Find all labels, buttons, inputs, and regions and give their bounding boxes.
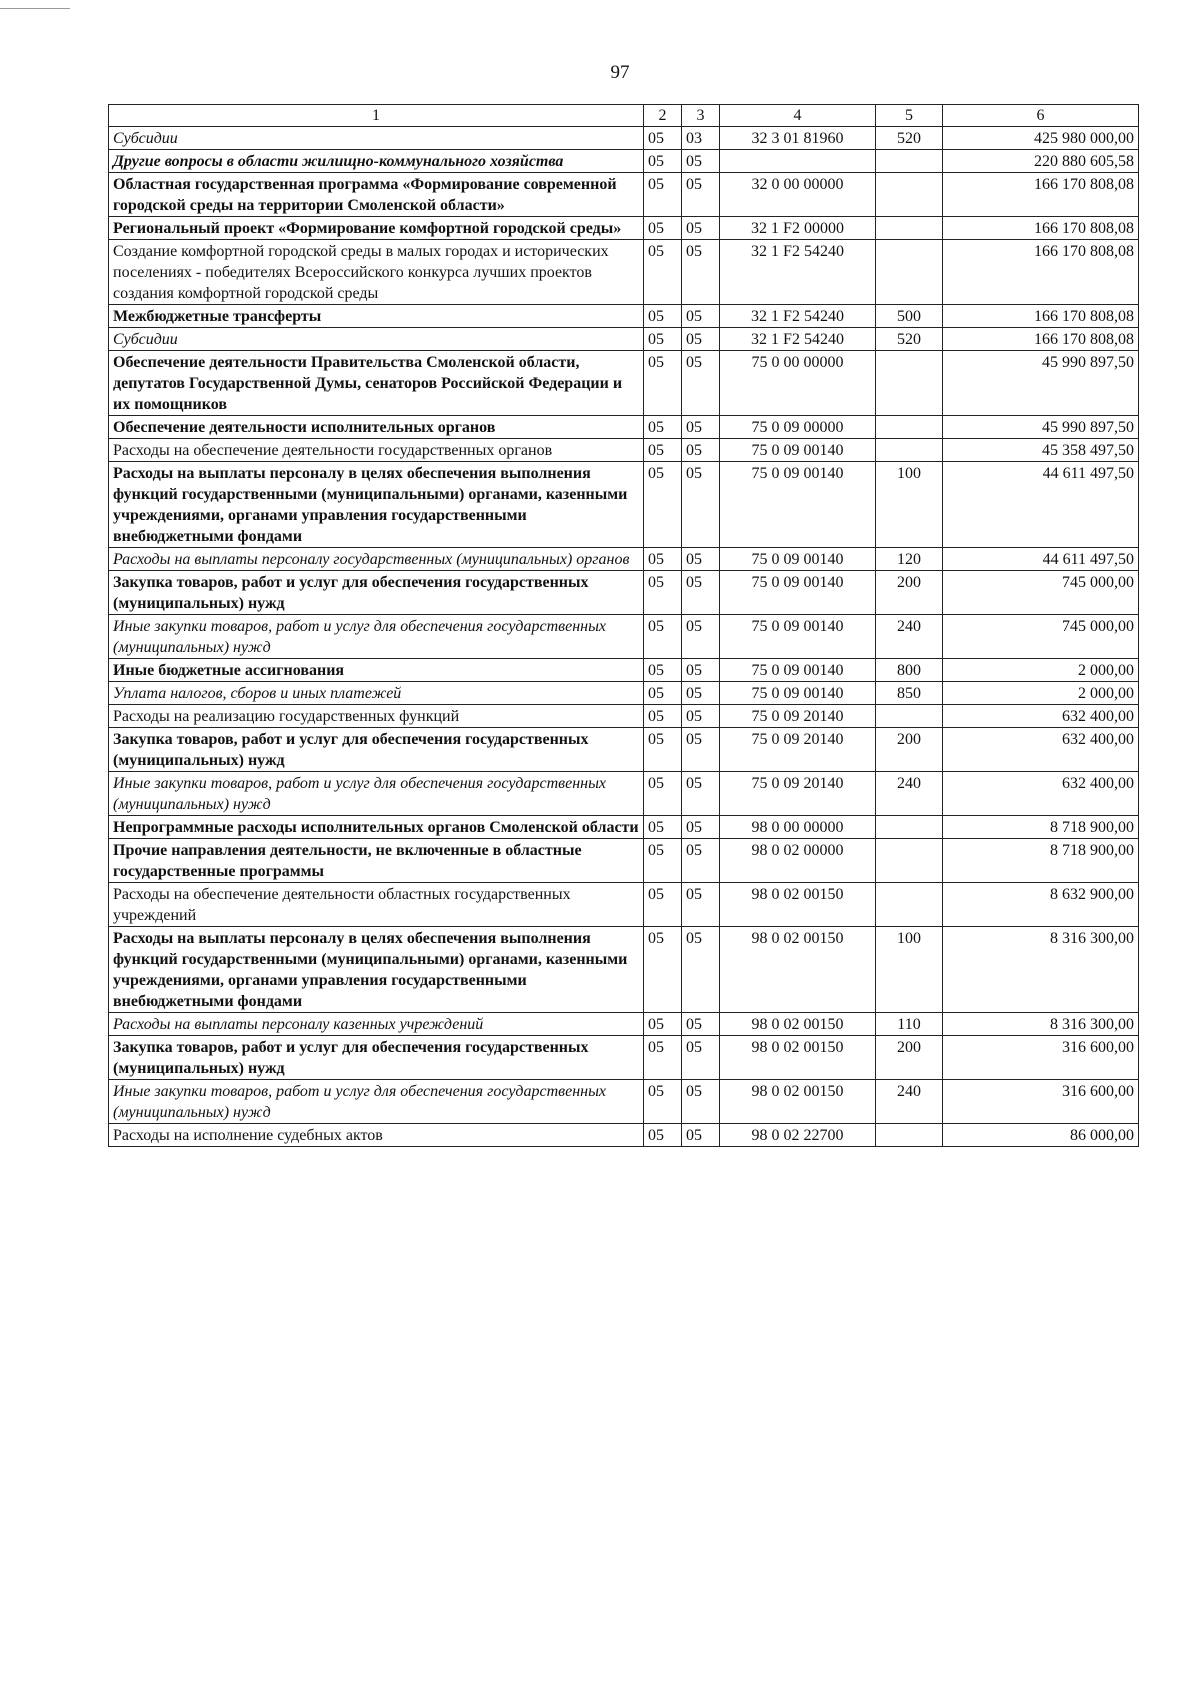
row-amount-cell: 8 316 300,00 <box>943 927 1139 1013</box>
table-row <box>109 462 1139 548</box>
row-target-item-cell <box>720 150 876 173</box>
row-expense-type-cell <box>876 705 943 728</box>
row-subsection-code-cell: 05 <box>682 705 720 728</box>
row-amount-cell: 8 718 900,00 <box>943 816 1139 839</box>
row-subsection-code-cell: 05 <box>682 240 720 305</box>
row-target-item-cell: 32 1 F2 54240 <box>720 328 876 351</box>
table-row <box>109 1013 1139 1036</box>
row-name-cell: Региональный проект «Формирование комфортной городской среды» <box>109 217 644 240</box>
row-expense-type-cell <box>876 217 943 240</box>
row-section-code-cell: 05 <box>644 548 682 571</box>
row-expense-type-cell: 110 <box>876 1013 943 1036</box>
row-target-item-cell: 75 0 09 00140 <box>720 439 876 462</box>
row-amount-cell: 44 611 497,50 <box>943 462 1139 548</box>
row-name-cell: Расходы на реализацию государственных функций <box>109 705 644 728</box>
row-name-cell: Иные бюджетные ассигнования <box>109 659 644 682</box>
row-amount-cell: 2 000,00 <box>943 659 1139 682</box>
table-row <box>109 240 1139 305</box>
row-amount-cell: 166 170 808,08 <box>943 328 1139 351</box>
row-expense-type-cell <box>876 439 943 462</box>
row-expense-type-cell: 200 <box>876 728 943 772</box>
table-row <box>109 173 1139 217</box>
row-target-item-cell: 75 0 09 00140 <box>720 571 876 615</box>
row-target-item-cell: 98 0 02 00150 <box>720 927 876 1013</box>
row-amount-cell: 45 358 497,50 <box>943 439 1139 462</box>
row-expense-type-cell <box>876 173 943 217</box>
row-expense-type-cell <box>876 150 943 173</box>
row-section-code-cell: 05 <box>644 240 682 305</box>
row-target-item-cell: 75 0 00 00000 <box>720 351 876 416</box>
scan-artifact-line <box>0 8 70 9</box>
row-target-item-cell: 98 0 02 00000 <box>720 839 876 883</box>
row-name-cell: Обеспечение деятельности исполнительных органов <box>109 416 644 439</box>
row-section-code-cell: 05 <box>644 1013 682 1036</box>
row-name-cell: Другие вопросы в области жилищно-коммунального хозяйства <box>109 150 644 173</box>
table-row <box>109 615 1139 659</box>
row-expense-type-cell: 800 <box>876 659 943 682</box>
row-name-cell: Межбюджетные трансферты <box>109 305 644 328</box>
row-amount-cell: 166 170 808,08 <box>943 173 1139 217</box>
row-subsection-code-cell: 05 <box>682 1124 720 1147</box>
row-amount-cell: 745 000,00 <box>943 571 1139 615</box>
row-target-item-cell: 98 0 02 00150 <box>720 1013 876 1036</box>
row-amount-cell: 8 718 900,00 <box>943 839 1139 883</box>
row-name-cell: Обеспечение деятельности Правительства Смоленской области, депутатов Государственной Думы, сенаторов Российской Федерации и их помощников <box>109 351 644 416</box>
row-amount-cell: 632 400,00 <box>943 705 1139 728</box>
table-row <box>109 883 1139 927</box>
row-name-cell: Расходы на выплаты персоналу в целях обеспечения выполнения функций государственными (муниципальными) органами, казенными учреждениями, органами управления государственными внебюджетными фондами <box>109 927 644 1013</box>
row-amount-cell: 44 611 497,50 <box>943 548 1139 571</box>
row-expense-type-cell: 240 <box>876 1080 943 1124</box>
row-subsection-code-cell: 05 <box>682 439 720 462</box>
table-row <box>109 328 1139 351</box>
row-subsection-code-cell: 05 <box>682 1013 720 1036</box>
row-section-code-cell: 05 <box>644 772 682 816</box>
table-row <box>109 728 1139 772</box>
row-subsection-code-cell: 05 <box>682 328 720 351</box>
row-expense-type-cell: 200 <box>876 1036 943 1080</box>
row-expense-type-cell <box>876 839 943 883</box>
row-section-code-cell: 05 <box>644 439 682 462</box>
row-section-code-cell: 05 <box>644 816 682 839</box>
row-expense-type-cell: 100 <box>876 927 943 1013</box>
row-subsection-code-cell: 05 <box>682 1036 720 1080</box>
row-name-cell: Расходы на выплаты персоналу в целях обеспечения выполнения функций государственными (муниципальными) органами, казенными учреждениями, органами управления государственными внебюджетными фондами <box>109 462 644 548</box>
row-section-code-cell: 05 <box>644 462 682 548</box>
row-subsection-code-cell: 05 <box>682 416 720 439</box>
table-row <box>109 217 1139 240</box>
row-expense-type-cell: 240 <box>876 615 943 659</box>
row-amount-cell: 8 316 300,00 <box>943 1013 1139 1036</box>
row-amount-cell: 86 000,00 <box>943 1124 1139 1147</box>
row-section-code-cell: 05 <box>644 1080 682 1124</box>
row-name-cell: Иные закупки товаров, работ и услуг для обеспечения государственных (муниципальных) нужд <box>109 1080 644 1124</box>
row-section-code-cell: 05 <box>644 351 682 416</box>
row-section-code-cell: 05 <box>644 305 682 328</box>
row-target-item-cell: 98 0 00 00000 <box>720 816 876 839</box>
row-name-cell: Расходы на обеспечение деятельности областных государственных учреждений <box>109 883 644 927</box>
row-expense-type-cell: 520 <box>876 328 943 351</box>
row-amount-cell: 220 880 605,58 <box>943 150 1139 173</box>
row-expense-type-cell <box>876 1124 943 1147</box>
header-col-4: 4 <box>720 105 876 127</box>
row-name-cell: Субсидии <box>109 127 644 150</box>
row-name-cell: Создание комфортной городской среды в малых городах и исторических поселениях - победителях Всероссийского конкурса лучших проектов создания комфортной городской среды <box>109 240 644 305</box>
table-row <box>109 1080 1139 1124</box>
row-target-item-cell: 32 1 F2 00000 <box>720 217 876 240</box>
row-section-code-cell: 05 <box>644 127 682 150</box>
row-section-code-cell: 05 <box>644 217 682 240</box>
table-row <box>109 659 1139 682</box>
table-row <box>109 150 1139 173</box>
table-row <box>109 772 1139 816</box>
row-target-item-cell: 75 0 09 00140 <box>720 682 876 705</box>
row-target-item-cell: 32 1 F2 54240 <box>720 240 876 305</box>
row-section-code-cell: 05 <box>644 839 682 883</box>
row-expense-type-cell <box>876 883 943 927</box>
table-row <box>109 127 1139 150</box>
row-section-code-cell: 05 <box>644 615 682 659</box>
row-target-item-cell: 75 0 09 00000 <box>720 416 876 439</box>
row-target-item-cell: 75 0 09 20140 <box>720 728 876 772</box>
row-name-cell: Иные закупки товаров, работ и услуг для обеспечения государственных (муниципальных) нужд <box>109 615 644 659</box>
row-amount-cell: 166 170 808,08 <box>943 240 1139 305</box>
row-amount-cell: 2 000,00 <box>943 682 1139 705</box>
table-row <box>109 816 1139 839</box>
row-expense-type-cell: 520 <box>876 127 943 150</box>
row-subsection-code-cell: 05 <box>682 883 720 927</box>
row-name-cell: Закупка товаров, работ и услуг для обеспечения государственных (муниципальных) нужд <box>109 571 644 615</box>
row-subsection-code-cell: 05 <box>682 305 720 328</box>
row-amount-cell: 166 170 808,08 <box>943 305 1139 328</box>
table-row <box>109 351 1139 416</box>
table-row <box>109 305 1139 328</box>
row-section-code-cell: 05 <box>644 659 682 682</box>
row-name-cell: Непрограммные расходы исполнительных органов Смоленской области <box>109 816 644 839</box>
row-expense-type-cell <box>876 816 943 839</box>
row-section-code-cell: 05 <box>644 1124 682 1147</box>
row-amount-cell: 316 600,00 <box>943 1036 1139 1080</box>
row-section-code-cell: 05 <box>644 705 682 728</box>
row-name-cell: Расходы на выплаты персоналу государственных (муниципальных) органов <box>109 548 644 571</box>
table-row <box>109 416 1139 439</box>
row-amount-cell: 45 990 897,50 <box>943 351 1139 416</box>
row-section-code-cell: 05 <box>644 728 682 772</box>
row-name-cell: Расходы на исполнение судебных актов <box>109 1124 644 1147</box>
row-target-item-cell: 75 0 09 00140 <box>720 548 876 571</box>
row-section-code-cell: 05 <box>644 571 682 615</box>
row-target-item-cell: 32 0 00 00000 <box>720 173 876 217</box>
row-expense-type-cell: 200 <box>876 571 943 615</box>
row-amount-cell: 45 990 897,50 <box>943 416 1139 439</box>
row-target-item-cell: 32 1 F2 54240 <box>720 305 876 328</box>
row-amount-cell: 425 980 000,00 <box>943 127 1139 150</box>
row-name-cell: Уплата налогов, сборов и иных платежей <box>109 682 644 705</box>
row-subsection-code-cell: 05 <box>682 816 720 839</box>
row-target-item-cell: 75 0 09 00140 <box>720 615 876 659</box>
header-col-3: 3 <box>682 105 720 127</box>
row-section-code-cell: 05 <box>644 1036 682 1080</box>
row-subsection-code-cell: 05 <box>682 548 720 571</box>
row-target-item-cell: 32 3 01 81960 <box>720 127 876 150</box>
row-expense-type-cell <box>876 240 943 305</box>
row-subsection-code-cell: 05 <box>682 839 720 883</box>
row-subsection-code-cell: 05 <box>682 659 720 682</box>
row-amount-cell: 632 400,00 <box>943 728 1139 772</box>
row-amount-cell: 8 632 900,00 <box>943 883 1139 927</box>
table-row <box>109 705 1139 728</box>
row-subsection-code-cell: 05 <box>682 728 720 772</box>
table-row <box>109 839 1139 883</box>
row-target-item-cell: 98 0 02 22700 <box>720 1124 876 1147</box>
header-col-5: 5 <box>876 105 943 127</box>
row-subsection-code-cell: 05 <box>682 1080 720 1124</box>
row-target-item-cell: 98 0 02 00150 <box>720 1036 876 1080</box>
row-subsection-code-cell: 03 <box>682 127 720 150</box>
row-subsection-code-cell: 05 <box>682 173 720 217</box>
row-expense-type-cell: 100 <box>876 462 943 548</box>
row-expense-type-cell <box>876 416 943 439</box>
row-section-code-cell: 05 <box>644 173 682 217</box>
page-number: 97 <box>610 62 630 83</box>
row-target-item-cell: 75 0 09 20140 <box>720 772 876 816</box>
row-amount-cell: 745 000,00 <box>943 615 1139 659</box>
row-name-cell: Расходы на выплаты персоналу казенных учреждений <box>109 1013 644 1036</box>
row-target-item-cell: 75 0 09 20140 <box>720 705 876 728</box>
row-target-item-cell: 75 0 09 00140 <box>720 659 876 682</box>
row-name-cell: Субсидии <box>109 328 644 351</box>
row-section-code-cell: 05 <box>644 883 682 927</box>
row-expense-type-cell: 500 <box>876 305 943 328</box>
row-name-cell: Закупка товаров, работ и услуг для обеспечения государственных (муниципальных) нужд <box>109 728 644 772</box>
row-subsection-code-cell: 05 <box>682 682 720 705</box>
table-row <box>109 1036 1139 1080</box>
row-expense-type-cell: 120 <box>876 548 943 571</box>
row-subsection-code-cell: 05 <box>682 462 720 548</box>
row-name-cell: Иные закупки товаров, работ и услуг для обеспечения государственных (муниципальных) нужд <box>109 772 644 816</box>
row-subsection-code-cell: 05 <box>682 150 720 173</box>
row-target-item-cell: 75 0 09 00140 <box>720 462 876 548</box>
table-row <box>109 682 1139 705</box>
row-target-item-cell: 98 0 02 00150 <box>720 883 876 927</box>
row-name-cell: Закупка товаров, работ и услуг для обеспечения государственных (муниципальных) нужд <box>109 1036 644 1080</box>
table-header-row <box>109 105 1139 127</box>
row-subsection-code-cell: 05 <box>682 571 720 615</box>
row-expense-type-cell: 240 <box>876 772 943 816</box>
table-row <box>109 1124 1139 1147</box>
table-row <box>109 571 1139 615</box>
row-amount-cell: 316 600,00 <box>943 1080 1139 1124</box>
row-section-code-cell: 05 <box>644 927 682 1013</box>
row-section-code-cell: 05 <box>644 150 682 173</box>
row-section-code-cell: 05 <box>644 682 682 705</box>
row-name-cell: Прочие направления деятельности, не включенные в областные государственные программы <box>109 839 644 883</box>
row-section-code-cell: 05 <box>644 416 682 439</box>
row-amount-cell: 632 400,00 <box>943 772 1139 816</box>
row-subsection-code-cell: 05 <box>682 615 720 659</box>
row-subsection-code-cell: 05 <box>682 927 720 1013</box>
table-row <box>109 548 1139 571</box>
header-col-2: 2 <box>644 105 682 127</box>
row-amount-cell: 166 170 808,08 <box>943 217 1139 240</box>
row-target-item-cell: 98 0 02 00150 <box>720 1080 876 1124</box>
table-row <box>109 927 1139 1013</box>
row-subsection-code-cell: 05 <box>682 217 720 240</box>
row-section-code-cell: 05 <box>644 328 682 351</box>
row-name-cell: Областная государственная программа «Формирование современной городской среды на территории Смоленской области» <box>109 173 644 217</box>
table-row <box>109 439 1139 462</box>
header-col-6: 6 <box>943 105 1139 127</box>
budget-table <box>108 104 1139 1147</box>
row-expense-type-cell: 850 <box>876 682 943 705</box>
row-name-cell: Расходы на обеспечение деятельности государственных органов <box>109 439 644 462</box>
row-subsection-code-cell: 05 <box>682 351 720 416</box>
row-expense-type-cell <box>876 351 943 416</box>
header-col-1: 1 <box>109 105 644 127</box>
row-subsection-code-cell: 05 <box>682 772 720 816</box>
